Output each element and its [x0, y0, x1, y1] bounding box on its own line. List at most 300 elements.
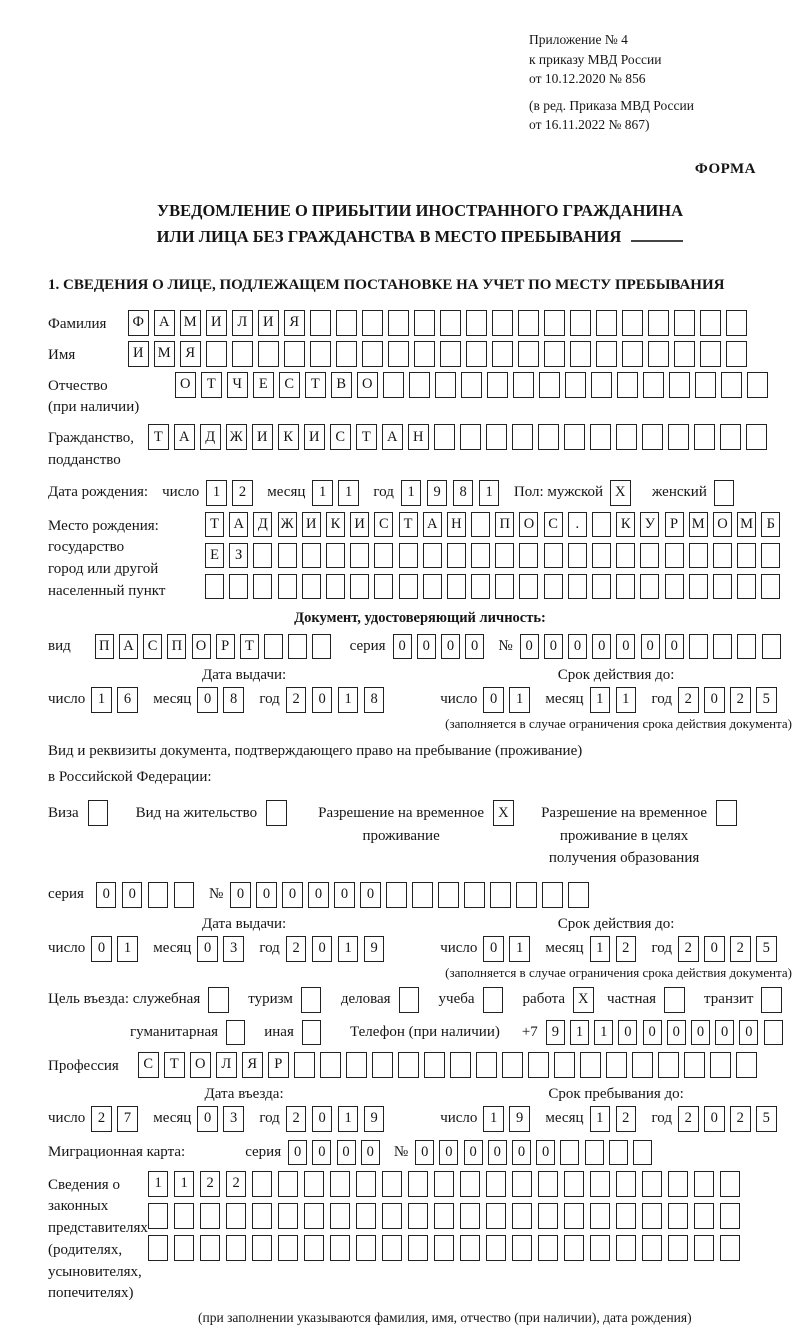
char-box[interactable]: [320, 1052, 341, 1078]
char-box[interactable]: Т: [305, 372, 326, 398]
representatives-line-3[interactable]: [148, 1235, 746, 1261]
char-box[interactable]: 0: [618, 1020, 637, 1045]
char-box[interactable]: [606, 1052, 627, 1078]
char-box[interactable]: [590, 1203, 611, 1229]
char-box[interactable]: [747, 372, 768, 398]
char-box[interactable]: 0: [704, 687, 725, 713]
char-box[interactable]: [336, 310, 357, 336]
char-box[interactable]: [726, 310, 747, 336]
char-box[interactable]: [399, 987, 420, 1013]
char-box[interactable]: X: [610, 480, 631, 506]
char-box[interactable]: 0: [592, 634, 611, 659]
char-box[interactable]: [447, 574, 466, 599]
char-box[interactable]: 0: [715, 1020, 734, 1045]
char-box[interactable]: У: [640, 512, 659, 537]
char-box[interactable]: 0: [312, 687, 333, 713]
char-box[interactable]: [568, 543, 587, 568]
char-box[interactable]: К: [616, 512, 635, 537]
char-box[interactable]: [694, 1171, 715, 1197]
char-box[interactable]: [565, 372, 586, 398]
char-box[interactable]: Д: [200, 424, 221, 450]
char-box[interactable]: [632, 1052, 653, 1078]
char-box[interactable]: 5: [756, 687, 777, 713]
char-box[interactable]: 0: [616, 634, 635, 659]
char-box[interactable]: [564, 1171, 585, 1197]
char-box[interactable]: [229, 574, 248, 599]
char-box[interactable]: [542, 882, 563, 908]
char-box[interactable]: 5: [756, 936, 777, 962]
char-box[interactable]: [700, 341, 721, 367]
char-box[interactable]: 5: [756, 1106, 777, 1132]
char-box[interactable]: [302, 1020, 321, 1045]
char-box[interactable]: 0: [568, 634, 587, 659]
char-box[interactable]: И: [206, 310, 227, 336]
char-box[interactable]: [713, 543, 732, 568]
char-box[interactable]: [288, 634, 307, 659]
char-box[interactable]: [616, 543, 635, 568]
char-box[interactable]: [232, 341, 253, 367]
char-box[interactable]: [539, 372, 560, 398]
char-box[interactable]: 2: [678, 687, 699, 713]
char-box[interactable]: [721, 372, 742, 398]
char-box[interactable]: [668, 1171, 689, 1197]
char-box[interactable]: [616, 1203, 637, 1229]
char-box[interactable]: Ж: [226, 424, 247, 450]
char-box[interactable]: [434, 424, 455, 450]
char-box[interactable]: [544, 341, 565, 367]
char-box[interactable]: 9: [364, 1106, 385, 1132]
doc-issue-month-boxes[interactable]: [197, 687, 249, 713]
char-box[interactable]: [564, 424, 585, 450]
char-box[interactable]: [585, 1140, 604, 1165]
char-box[interactable]: [206, 341, 227, 367]
char-box[interactable]: 0: [91, 936, 112, 962]
char-box[interactable]: [512, 1235, 533, 1261]
char-box[interactable]: [592, 574, 611, 599]
char-box[interactable]: Н: [447, 512, 466, 537]
char-box[interactable]: [761, 987, 782, 1013]
char-box[interactable]: 2: [616, 936, 637, 962]
char-box[interactable]: [512, 1203, 533, 1229]
char-box[interactable]: [252, 1171, 273, 1197]
char-box[interactable]: 0: [643, 1020, 662, 1045]
char-box[interactable]: 0: [197, 936, 218, 962]
char-box[interactable]: [746, 424, 767, 450]
purpose-transit-checkbox[interactable]: [761, 987, 787, 1013]
char-box[interactable]: [492, 341, 513, 367]
char-box[interactable]: О: [713, 512, 732, 537]
char-box[interactable]: [424, 1052, 445, 1078]
char-box[interactable]: [516, 882, 537, 908]
char-box[interactable]: С: [279, 372, 300, 398]
char-box[interactable]: [580, 1052, 601, 1078]
char-box[interactable]: 0: [439, 1140, 458, 1165]
birthplace-line-2[interactable]: [205, 543, 786, 568]
char-box[interactable]: 1: [590, 936, 611, 962]
char-box[interactable]: [519, 543, 538, 568]
char-box[interactable]: [266, 800, 287, 826]
char-box[interactable]: [408, 1171, 429, 1197]
purpose-official-checkbox[interactable]: [208, 987, 234, 1013]
visa-checkbox[interactable]: [88, 800, 114, 826]
char-box[interactable]: [258, 341, 279, 367]
char-box[interactable]: [399, 543, 418, 568]
char-box[interactable]: [88, 800, 109, 826]
char-box[interactable]: 2: [286, 1106, 307, 1132]
char-box[interactable]: [642, 1171, 663, 1197]
char-box[interactable]: 0: [337, 1140, 356, 1165]
sex-male-checkbox[interactable]: [610, 480, 636, 506]
char-box[interactable]: [278, 1235, 299, 1261]
char-box[interactable]: 1: [174, 1171, 195, 1197]
char-box[interactable]: [388, 310, 409, 336]
char-box[interactable]: [689, 634, 708, 659]
patronymic-boxes[interactable]: [175, 372, 773, 398]
char-box[interactable]: [208, 987, 229, 1013]
res-valid-month-boxes[interactable]: [590, 936, 642, 962]
char-box[interactable]: 0: [334, 882, 355, 908]
birthplace-line-3[interactable]: [205, 574, 786, 599]
char-box[interactable]: 0: [122, 882, 143, 908]
char-box[interactable]: [330, 1203, 351, 1229]
char-box[interactable]: [434, 1235, 455, 1261]
char-box[interactable]: 2: [616, 1106, 637, 1132]
char-box[interactable]: [356, 1203, 377, 1229]
char-box[interactable]: П: [495, 512, 514, 537]
char-box[interactable]: [252, 1203, 273, 1229]
residence-permit-checkbox[interactable]: [266, 800, 292, 826]
char-box[interactable]: [476, 1052, 497, 1078]
char-box[interactable]: [460, 1171, 481, 1197]
res-valid-year-boxes[interactable]: [678, 936, 782, 962]
char-box[interactable]: 1: [509, 687, 530, 713]
char-box[interactable]: 0: [282, 882, 303, 908]
char-box[interactable]: [382, 1171, 403, 1197]
char-box[interactable]: А: [174, 424, 195, 450]
char-box[interactable]: [464, 882, 485, 908]
representatives-line-2[interactable]: [148, 1203, 746, 1229]
char-box[interactable]: О: [519, 512, 538, 537]
char-box[interactable]: Ч: [227, 372, 248, 398]
char-box[interactable]: П: [167, 634, 186, 659]
char-box[interactable]: [304, 1171, 325, 1197]
char-box[interactable]: 0: [465, 634, 484, 659]
char-box[interactable]: [440, 310, 461, 336]
char-box[interactable]: [486, 1203, 507, 1229]
char-box[interactable]: 1: [590, 1106, 611, 1132]
char-box[interactable]: [312, 634, 331, 659]
char-box[interactable]: [386, 882, 407, 908]
char-box[interactable]: [362, 310, 383, 336]
char-box[interactable]: [720, 424, 741, 450]
char-box[interactable]: [640, 574, 659, 599]
char-box[interactable]: 1: [117, 936, 138, 962]
char-box[interactable]: [560, 1140, 579, 1165]
citizenship-boxes[interactable]: [148, 424, 772, 450]
char-box[interactable]: [554, 1052, 575, 1078]
char-box[interactable]: Я: [180, 341, 201, 367]
char-box[interactable]: [466, 341, 487, 367]
char-box[interactable]: 0: [312, 1140, 331, 1165]
char-box[interactable]: [695, 372, 716, 398]
stay-year-boxes[interactable]: [678, 1106, 782, 1132]
char-box[interactable]: [362, 341, 383, 367]
char-box[interactable]: 2: [730, 936, 751, 962]
char-box[interactable]: [492, 310, 513, 336]
char-box[interactable]: [761, 574, 780, 599]
char-box[interactable]: 0: [464, 1140, 483, 1165]
char-box[interactable]: Ж: [278, 512, 297, 537]
char-box[interactable]: А: [229, 512, 248, 537]
char-box[interactable]: 8: [364, 687, 385, 713]
char-box[interactable]: И: [350, 512, 369, 537]
char-box[interactable]: [460, 1235, 481, 1261]
char-box[interactable]: [568, 574, 587, 599]
char-box[interactable]: [495, 574, 514, 599]
char-box[interactable]: Р: [268, 1052, 289, 1078]
char-box[interactable]: 3: [223, 936, 244, 962]
char-box[interactable]: 1: [594, 1020, 613, 1045]
char-box[interactable]: [590, 424, 611, 450]
char-box[interactable]: 0: [312, 1106, 333, 1132]
char-box[interactable]: 0: [230, 882, 251, 908]
purpose-study-checkbox[interactable]: [483, 987, 509, 1013]
char-box[interactable]: [669, 372, 690, 398]
char-box[interactable]: [512, 424, 533, 450]
char-box[interactable]: А: [382, 424, 403, 450]
purpose-tourism-checkbox[interactable]: [301, 987, 327, 1013]
char-box[interactable]: [544, 574, 563, 599]
char-box[interactable]: [434, 1171, 455, 1197]
char-box[interactable]: Д: [253, 512, 272, 537]
char-box[interactable]: [591, 372, 612, 398]
char-box[interactable]: [714, 480, 735, 506]
char-box[interactable]: [737, 543, 756, 568]
char-box[interactable]: [622, 310, 643, 336]
char-box[interactable]: [278, 1203, 299, 1229]
res-series-boxes[interactable]: [96, 882, 200, 908]
purpose-other-checkbox[interactable]: [302, 1020, 326, 1045]
char-box[interactable]: [592, 512, 611, 537]
char-box[interactable]: [310, 310, 331, 336]
char-box[interactable]: [713, 574, 732, 599]
char-box[interactable]: [528, 1052, 549, 1078]
char-box[interactable]: 3: [223, 1106, 244, 1132]
char-box[interactable]: [592, 543, 611, 568]
mig-number-boxes[interactable]: [415, 1140, 657, 1165]
char-box[interactable]: 2: [200, 1171, 221, 1197]
char-box[interactable]: [435, 372, 456, 398]
char-box[interactable]: [564, 1235, 585, 1261]
char-box[interactable]: [412, 882, 433, 908]
char-box[interactable]: [502, 1052, 523, 1078]
char-box[interactable]: 2: [678, 1106, 699, 1132]
char-box[interactable]: С: [330, 424, 351, 450]
char-box[interactable]: [382, 1203, 403, 1229]
char-box[interactable]: С: [143, 634, 162, 659]
char-box[interactable]: 0: [441, 634, 460, 659]
char-box[interactable]: [460, 424, 481, 450]
char-box[interactable]: [642, 1203, 663, 1229]
char-box[interactable]: [356, 1171, 377, 1197]
char-box[interactable]: 1: [338, 936, 359, 962]
char-box[interactable]: [642, 1235, 663, 1261]
char-box[interactable]: [278, 574, 297, 599]
sex-female-checkbox[interactable]: [714, 480, 740, 506]
char-box[interactable]: [694, 1235, 715, 1261]
char-box[interactable]: С: [544, 512, 563, 537]
char-box[interactable]: [330, 1235, 351, 1261]
char-box[interactable]: А: [423, 512, 442, 537]
char-box[interactable]: [694, 1203, 715, 1229]
char-box[interactable]: [205, 574, 224, 599]
char-box[interactable]: А: [119, 634, 138, 659]
char-box[interactable]: [200, 1203, 221, 1229]
char-box[interactable]: [538, 424, 559, 450]
char-box[interactable]: [374, 543, 393, 568]
char-box[interactable]: [471, 574, 490, 599]
char-box[interactable]: [447, 543, 466, 568]
char-box[interactable]: 0: [308, 882, 329, 908]
char-box[interactable]: 0: [360, 882, 381, 908]
char-box[interactable]: 1: [509, 936, 530, 962]
char-box[interactable]: 2: [730, 687, 751, 713]
char-box[interactable]: 7: [117, 1106, 138, 1132]
char-box[interactable]: [616, 574, 635, 599]
char-box[interactable]: 0: [393, 634, 412, 659]
char-box[interactable]: 1: [479, 480, 500, 506]
char-box[interactable]: 1: [206, 480, 227, 506]
doc-issue-year-boxes[interactable]: [286, 687, 390, 713]
char-box[interactable]: Т: [399, 512, 418, 537]
char-box[interactable]: [648, 341, 669, 367]
char-box[interactable]: Т: [148, 424, 169, 450]
char-box[interactable]: [642, 424, 663, 450]
char-box[interactable]: [736, 1052, 757, 1078]
char-box[interactable]: [538, 1171, 559, 1197]
char-box[interactable]: [174, 882, 195, 908]
stay-day-boxes[interactable]: [483, 1106, 535, 1132]
char-box[interactable]: О: [190, 1052, 211, 1078]
char-box[interactable]: [564, 1203, 585, 1229]
char-box[interactable]: [668, 1203, 689, 1229]
char-box[interactable]: [665, 574, 684, 599]
char-box[interactable]: [471, 543, 490, 568]
char-box[interactable]: И: [128, 341, 149, 367]
res-issue-day-boxes[interactable]: [91, 936, 143, 962]
char-box[interactable]: [174, 1203, 195, 1229]
char-box[interactable]: С: [374, 512, 393, 537]
char-box[interactable]: [720, 1235, 741, 1261]
char-box[interactable]: 0: [544, 634, 563, 659]
res-number-boxes[interactable]: [230, 882, 594, 908]
char-box[interactable]: [148, 1203, 169, 1229]
char-box[interactable]: [336, 341, 357, 367]
char-box[interactable]: [264, 634, 283, 659]
char-box[interactable]: 1: [590, 687, 611, 713]
char-box[interactable]: [590, 1171, 611, 1197]
char-box[interactable]: [434, 1203, 455, 1229]
char-box[interactable]: [438, 882, 459, 908]
char-box[interactable]: Я: [242, 1052, 263, 1078]
char-box[interactable]: 8: [223, 687, 244, 713]
doc-series-boxes[interactable]: [393, 634, 490, 659]
char-box[interactable]: [538, 1235, 559, 1261]
char-box[interactable]: 2: [678, 936, 699, 962]
char-box[interactable]: [720, 1203, 741, 1229]
char-box[interactable]: [450, 1052, 471, 1078]
char-box[interactable]: 9: [427, 480, 448, 506]
surname-boxes[interactable]: [128, 310, 752, 336]
char-box[interactable]: З: [229, 543, 248, 568]
char-box[interactable]: [700, 310, 721, 336]
char-box[interactable]: [483, 987, 504, 1013]
char-box[interactable]: [486, 1235, 507, 1261]
char-box[interactable]: 0: [536, 1140, 555, 1165]
mig-series-boxes[interactable]: [288, 1140, 385, 1165]
char-box[interactable]: 1: [570, 1020, 589, 1045]
char-box[interactable]: [486, 1171, 507, 1197]
char-box[interactable]: [665, 543, 684, 568]
char-box[interactable]: [423, 574, 442, 599]
char-box[interactable]: М: [180, 310, 201, 336]
char-box[interactable]: 0: [483, 936, 504, 962]
char-box[interactable]: [684, 1052, 705, 1078]
char-box[interactable]: [616, 1235, 637, 1261]
char-box[interactable]: [617, 372, 638, 398]
char-box[interactable]: 9: [509, 1106, 530, 1132]
temp-residence-edu-checkbox[interactable]: [716, 800, 742, 826]
char-box[interactable]: Л: [216, 1052, 237, 1078]
char-box[interactable]: Т: [205, 512, 224, 537]
purpose-private-checkbox[interactable]: [664, 987, 690, 1013]
char-box[interactable]: 1: [338, 1106, 359, 1132]
purpose-work-checkbox[interactable]: [573, 987, 599, 1013]
char-box[interactable]: [408, 1203, 429, 1229]
char-box[interactable]: М: [154, 341, 175, 367]
char-box[interactable]: [284, 341, 305, 367]
char-box[interactable]: [301, 987, 322, 1013]
char-box[interactable]: [226, 1203, 247, 1229]
char-box[interactable]: К: [326, 512, 345, 537]
char-box[interactable]: [664, 987, 685, 1013]
char-box[interactable]: [330, 1171, 351, 1197]
char-box[interactable]: [466, 310, 487, 336]
char-box[interactable]: [640, 543, 659, 568]
char-box[interactable]: Б: [761, 512, 780, 537]
entry-month-boxes[interactable]: [197, 1106, 249, 1132]
char-box[interactable]: [570, 341, 591, 367]
char-box[interactable]: [253, 574, 272, 599]
char-box[interactable]: [302, 574, 321, 599]
char-box[interactable]: [399, 574, 418, 599]
char-box[interactable]: [294, 1052, 315, 1078]
char-box[interactable]: [382, 1235, 403, 1261]
char-box[interactable]: [350, 574, 369, 599]
char-box[interactable]: Е: [253, 372, 274, 398]
char-box[interactable]: К: [278, 424, 299, 450]
char-box[interactable]: [761, 543, 780, 568]
entry-day-boxes[interactable]: [91, 1106, 143, 1132]
char-box[interactable]: [356, 1235, 377, 1261]
char-box[interactable]: Р: [665, 512, 684, 537]
char-box[interactable]: [278, 1171, 299, 1197]
char-box[interactable]: [519, 574, 538, 599]
char-box[interactable]: [689, 574, 708, 599]
char-box[interactable]: 0: [512, 1140, 531, 1165]
char-box[interactable]: [737, 574, 756, 599]
char-box[interactable]: [495, 543, 514, 568]
